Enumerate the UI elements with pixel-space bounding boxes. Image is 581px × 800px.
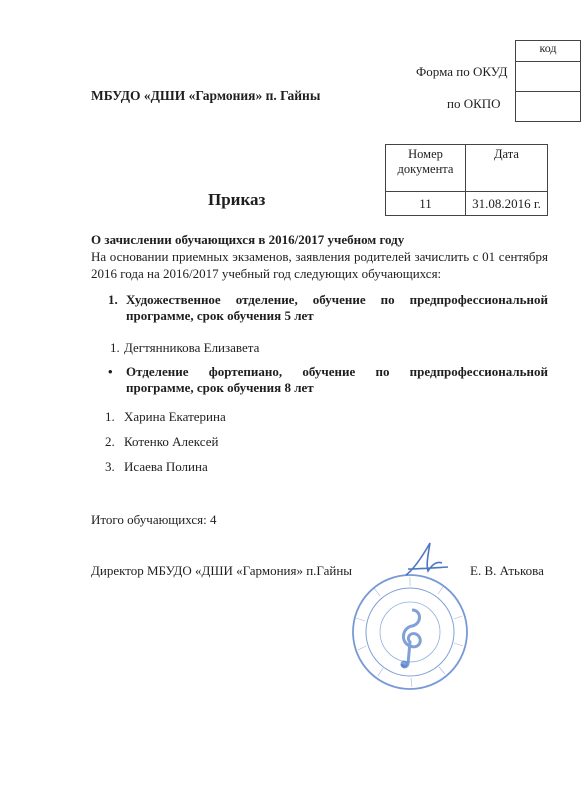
document-subject: О зачислении обучающихся в 2016/2017 учебном году xyxy=(91,232,405,247)
section-number: 1. xyxy=(108,292,118,307)
round-stamp-icon xyxy=(350,572,470,692)
director-name: Е. В. Атькова xyxy=(470,563,544,578)
document-number-table xyxy=(385,144,548,216)
doc-date-value: 31.08.2016 г. xyxy=(466,192,548,216)
student-name: Исаева Полина xyxy=(124,459,208,474)
signature-icon xyxy=(400,535,450,585)
bullet-icon: • xyxy=(108,364,113,379)
okud-code-cell xyxy=(516,62,581,92)
document-title: Приказ xyxy=(208,190,266,209)
student-name: Дегтянникова Елизавета xyxy=(124,340,260,355)
total-students: Итого обучающихся: 4 xyxy=(91,512,217,527)
okpo-label: по ОКПО xyxy=(447,96,501,111)
director-title: Директор МБУДО «ДШИ «Гармония» п.Гайны xyxy=(91,563,353,578)
student-number: 1. xyxy=(110,340,120,355)
code-header: код xyxy=(516,41,581,62)
intro-paragraph: На основании приемных экзаменов, заявления родителей зачислить с 01 сентября 2016 года на 2016/2017 учебный год следующих обучающихся: xyxy=(91,249,548,281)
section-title: Отделение фортепиано, обучение по предпрофессиональной программе, срок обучения 8 лет xyxy=(126,364,548,395)
code-table xyxy=(515,40,581,122)
student-name: Котенко Алексей xyxy=(124,434,219,449)
doc-number-header: Номер документа xyxy=(386,145,466,192)
section-title: Художественное отделение, обучение по предпрофессиональной программе, срок обучения 5 лет xyxy=(126,292,548,323)
student-number: 3. xyxy=(105,459,115,474)
student-number: 1. xyxy=(105,409,115,424)
student-name: Харина Екатерина xyxy=(124,409,226,424)
section-piano xyxy=(108,364,548,396)
organization-name: МБУДО «ДШИ «Гармония» п. Гайны xyxy=(91,88,321,103)
section-art xyxy=(108,292,548,324)
doc-number-value: 11 xyxy=(386,192,466,216)
student-number: 2. xyxy=(105,434,115,449)
okpo-code-cell xyxy=(516,92,581,122)
doc-date-header: Дата xyxy=(466,145,548,192)
okud-label: Форма по ОКУД xyxy=(416,64,508,79)
